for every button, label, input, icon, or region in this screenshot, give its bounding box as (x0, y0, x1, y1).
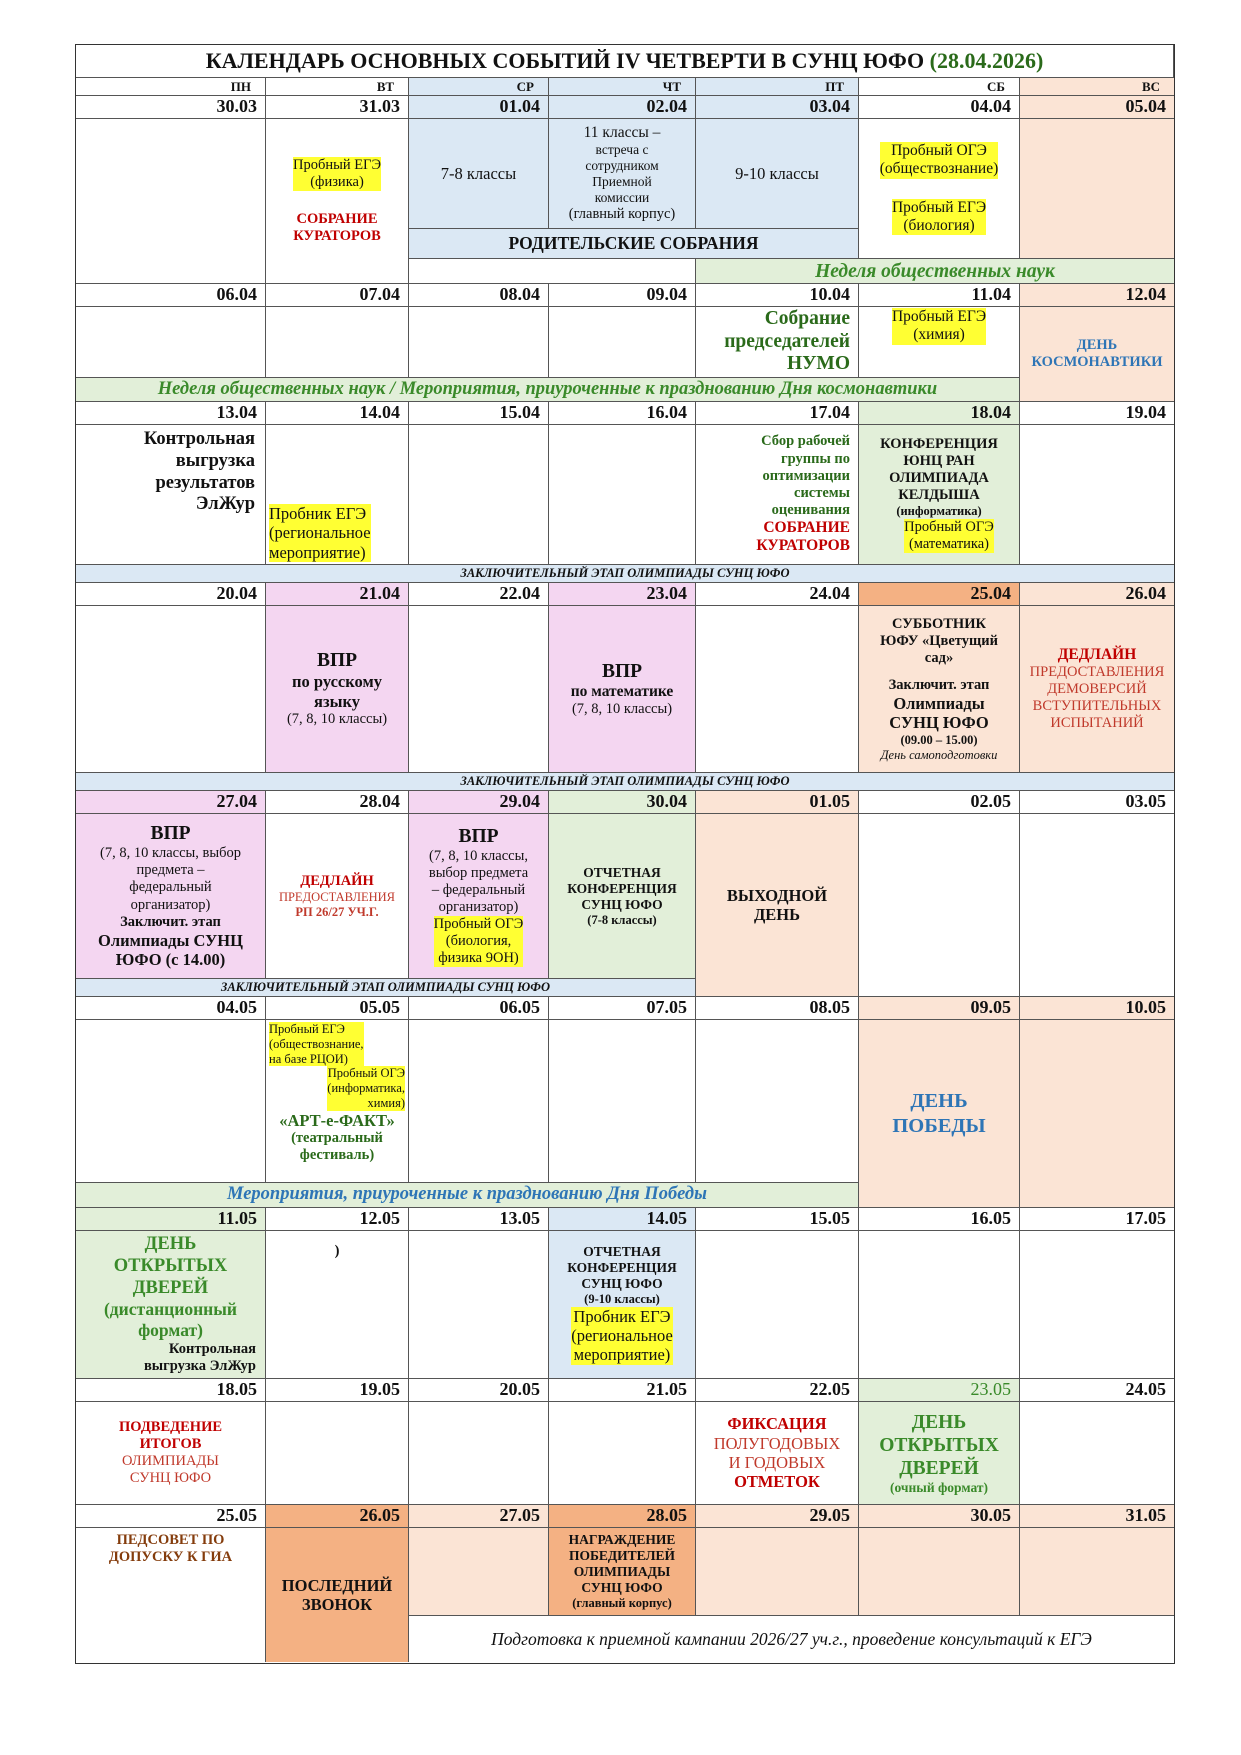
event-cell (409, 606, 549, 773)
event-cell (696, 606, 859, 773)
date-cell: 04.05 (76, 997, 266, 1020)
vpr-russian: ВПР по русскому языку (7, 8, 10 классы) (266, 606, 409, 773)
date-cell: 31.03 (266, 96, 409, 119)
trial-oge-bio-phys: Пробный ОГЭ (биология, физика 9ОН) (433, 916, 524, 967)
vpr-math: ВПР по математике (7, 8, 10 классы) (549, 606, 696, 773)
parents-meetings-band: РОДИТЕЛЬСКИЕ СОБРАНИЯ (409, 229, 859, 259)
event-cell (409, 1528, 549, 1616)
date-cell: 31.05 (1020, 1505, 1174, 1528)
date-cell: 13.04 (76, 402, 266, 425)
date-cell: 24.05 (1020, 1379, 1174, 1402)
date-cell: 13.05 (409, 1208, 549, 1231)
date-cell: 22.05 (696, 1379, 859, 1402)
date-cell: 15.04 (409, 402, 549, 425)
weekday-thu: ЧТ (549, 78, 696, 96)
weekday-sat: СБ (859, 78, 1020, 96)
date-cell: 22.04 (409, 583, 549, 606)
date-cell: 20.05 (409, 1379, 549, 1402)
weekday-fri: ПТ (696, 78, 859, 96)
date-cell: 12.04 (1020, 284, 1174, 307)
event-cell (696, 1528, 859, 1616)
date-cell: 27.05 (409, 1505, 549, 1528)
date-cell: 04.04 (859, 96, 1020, 119)
event-cell: Собрание председателей НУМО (696, 307, 859, 378)
deadline-demo: ДЕДЛАЙН ПРЕДОСТАВЛЕНИЯ ДЕМОВЕРСИЙ ВСТУПИТЕЛЬНЫХ ИСПЫТАНИЙ (1020, 606, 1174, 773)
event-cell (859, 1231, 1020, 1379)
event-cell (409, 307, 549, 378)
vpr-choice-wed: ВПР (7, 8, 10 классы, выбор предмета – федеральный организатор) Пробный ОГЭ (биология, физика 9ОН) (409, 814, 549, 979)
social-week-band: Неделя общественных наук (696, 259, 1174, 284)
event-cell (859, 1528, 1020, 1616)
date-cell: 24.04 (696, 583, 859, 606)
event-cell: Сбор рабочей группы по оптимизации системы оценивания СОБРАНИЕ КУРАТОРОВ (696, 425, 859, 565)
olympiad-results: ПОДВЕДЕНИЕ ИТОГОВ ОЛИМПИАДЫ СУНЦ ЮФО (76, 1402, 266, 1505)
date-cell: 03.05 (1020, 791, 1174, 814)
event-cell (549, 425, 696, 565)
weekday-mon: ПН (76, 78, 266, 96)
art-fact-festival: «АРТ-е-ФАКТ» (театральный фестиваль) (279, 1110, 395, 1164)
event-cell (549, 1020, 696, 1183)
date-cell: 09.04 (549, 284, 696, 307)
date-cell: 10.05 (1020, 997, 1174, 1020)
olympiad-band: ЗАКЛЮЧИТЕЛЬНЫЙ ЭТАП ОЛИМПИАДЫ СУНЦ ЮФО (76, 565, 1174, 583)
date-cell: 02.05 (859, 791, 1020, 814)
date-cell: 11.04 (859, 284, 1020, 307)
title-main: КАЛЕНДАРЬ ОСНОВНЫХ СОБЫТИЙ IV ЧЕТВЕРТИ В СУНЦ ЮФО (205, 48, 925, 74)
date-cell: 20.04 (76, 583, 266, 606)
calendar-title (76, 45, 1174, 78)
date-cell: 11.05 (76, 1208, 266, 1231)
event-cell: 11 классы – встреча с сотрудником Приемной комиссии (главный корпус) (549, 119, 696, 229)
event-cell (409, 1231, 549, 1379)
social-cosmo-band: Неделя общественных наук / Мероприятия, приуроченные к празднованию Дня космонавтики (76, 378, 1020, 402)
event-cell (409, 1020, 549, 1183)
curators-meeting: СОБРАНИЕ КУРАТОРОВ (293, 211, 381, 245)
event-cell (859, 814, 1020, 997)
event-cell: ) (266, 1231, 409, 1379)
date-cell: 19.05 (266, 1379, 409, 1402)
event-cell (76, 119, 266, 284)
date-cell: 28.05 (549, 1505, 696, 1528)
event-cell (549, 307, 696, 378)
victory-band: Мероприятия, приуроченные к празднованию Дня Победы (76, 1183, 859, 1208)
trial-ege-social-rcoi: Пробный ЕГЭ (обществознание, на базе РЦОИ) (269, 1022, 364, 1066)
report-conf-910: ОТЧЕТНАЯ КОНФЕРЕНЦИЯ СУНЦ ЮФО (9-10 классы) Пробник ЕГЭ (региональное мероприятие) (549, 1231, 696, 1379)
weekday-tue: ВТ (266, 78, 409, 96)
event-cell (1020, 1020, 1174, 1208)
date-cell: 17.05 (1020, 1208, 1174, 1231)
olympiad-band: ЗАКЛЮЧИТЕЛЬНЫЙ ЭТАП ОЛИМПИАДЫ СУНЦ ЮФО (76, 773, 1174, 791)
weekday-sun: ВС (1020, 78, 1174, 96)
date-cell: 26.05 (266, 1505, 409, 1528)
event-cell: 9-10 классы (696, 119, 859, 229)
event-cell (549, 1402, 696, 1505)
admission-band: Подготовка к приемной кампании 2026/27 уч.г., проведение консультаций к ЕГЭ (491, 1628, 1092, 1649)
date-cell: 16.04 (549, 402, 696, 425)
date-cell: 08.05 (696, 997, 859, 1020)
subbotnik: СУББОТНИК ЮФУ «Цветущий сад» Заключит. этап Олимпиады СУНЦ ЮФО (09.00 – 15.00) День самоподготовки (859, 606, 1020, 773)
date-cell: 06.04 (76, 284, 266, 307)
date-cell: 17.04 (696, 402, 859, 425)
event-cell (76, 606, 266, 773)
trial-ege-regional: Пробник ЕГЭ (региональное мероприятие) (269, 503, 371, 562)
date-cell: 16.05 (859, 1208, 1020, 1231)
date-cell: 19.04 (1020, 402, 1174, 425)
trial-ege-chemistry: Пробный ЕГЭ (химия) (891, 308, 987, 344)
weekday-wed: СР (409, 78, 549, 96)
open-day-onsite: ДЕНЬ ОТКРЫТЫХ ДВЕРЕЙ (очный формат) (859, 1402, 1020, 1505)
teachers-council: ПЕДСОВЕТ ПО ДОПУСКУ К ГИА (76, 1528, 266, 1662)
event-cell (76, 307, 266, 378)
event-cell (76, 1020, 266, 1183)
event-cell (1020, 1231, 1174, 1379)
event-cell (1020, 1528, 1174, 1616)
last-bell: ПОСЛЕДНИЙ ЗВОНОК (266, 1528, 409, 1662)
date-cell: 27.04 (76, 791, 266, 814)
date-cell: 30.03 (76, 96, 266, 119)
trial-ege-biology: Пробный ЕГЭ (биология) (891, 198, 987, 234)
date-cell: 15.05 (696, 1208, 859, 1231)
date-cell: 30.05 (859, 1505, 1020, 1528)
event-cell (696, 1020, 859, 1183)
event-cell (409, 425, 549, 565)
date-cell: 23.04 (549, 583, 696, 606)
olympiad-band: ЗАКЛЮЧИТЕЛЬНЫЙ ЭТАП ОЛИМПИАДЫ СУНЦ ЮФО (76, 979, 696, 997)
date-cell: 30.04 (549, 791, 696, 814)
grades-fixation: ФИКСАЦИЯ ПОЛУГОДОВЫХ И ГОДОВЫХ ОТМЕТОК (696, 1402, 859, 1505)
vpr-choice: ВПР (7, 8, 10 классы, выбор предмета – федеральный организатор) Заключит. этап Олимпиады СУНЦ ЮФО (с 14.00) (76, 814, 266, 979)
date-cell: 12.05 (266, 1208, 409, 1231)
cosmonautics-day: ДЕНЬ КОСМОНАВТИКИ (1020, 307, 1174, 402)
event-cell (409, 259, 696, 284)
trial-ege-physics: Пробный ЕГЭ (физика) (292, 156, 382, 190)
event-cell (409, 1402, 549, 1505)
event-cell (1020, 119, 1174, 259)
event-cell (266, 425, 409, 565)
date-cell: 06.05 (409, 997, 549, 1020)
date-cell: 07.04 (266, 284, 409, 307)
date-cell: 07.05 (549, 997, 696, 1020)
date-cell: 01.05 (696, 791, 859, 814)
deadline-rp: ДЕДЛАЙН ПРЕДОСТАВЛЕНИЯ РП 26/27 УЧ.Г. (266, 814, 409, 979)
event-cell (266, 1402, 409, 1505)
date-cell: 05.04 (1020, 96, 1174, 119)
trial-oge-social: Пробный ОГЭ (обществознание) (879, 141, 999, 178)
event-cell: Контрольная выгрузка результатов ЭлЖур (76, 425, 266, 565)
date-cell: 23.05 (859, 1379, 1020, 1402)
date-cell: 25.04 (859, 583, 1020, 606)
date-cell: 29.04 (409, 791, 549, 814)
olympiad-awards: НАГРАЖДЕНИЕ ПОБЕДИТЕЛЕЙ ОЛИМПИАДЫ СУНЦ ЮФО (главный корпус) (549, 1528, 696, 1616)
event-cell (1020, 814, 1174, 997)
day-off: ВЫХОДНОЙ ДЕНЬ (696, 814, 859, 997)
date-cell: 02.04 (549, 96, 696, 119)
event-cell (266, 119, 409, 284)
open-day-remote: ДЕНЬ ОТКРЫТЫХ ДВЕРЕЙ (дистанционный формат) Контрольная выгрузка ЭлЖур (76, 1231, 266, 1379)
date-cell: 10.04 (696, 284, 859, 307)
event-cell: 7-8 классы (409, 119, 549, 229)
event-cell (859, 307, 1020, 378)
event-cell (266, 307, 409, 378)
event-cell (1020, 425, 1174, 565)
date-cell: 18.04 (859, 402, 1020, 425)
report-conf-78: ОТЧЕТНАЯ КОНФЕРЕНЦИЯ СУНЦ ЮФО (7-8 классы) (549, 814, 696, 979)
date-cell: 05.05 (266, 997, 409, 1020)
date-cell: 08.04 (409, 284, 549, 307)
victory-day: ДЕНЬ ПОБЕДЫ (859, 1020, 1020, 1208)
may5-events (266, 1020, 409, 1183)
trial-oge-inf-chem: Пробный ОГЭ (информатика, химия) (327, 1066, 405, 1110)
event-cell: КОНФЕРЕНЦИЯ ЮНЦ РАН ОЛИМПИАДА КЕЛДЫША (информатика) Пробный ОГЭ (математика) (859, 425, 1020, 565)
date-cell: 01.04 (409, 96, 549, 119)
calendar-grid (75, 44, 1175, 1664)
date-cell: 03.04 (696, 96, 859, 119)
date-cell: 14.04 (266, 402, 409, 425)
date-cell: 21.04 (266, 583, 409, 606)
date-cell: 26.04 (1020, 583, 1174, 606)
title-date: (28.04.2026) (929, 48, 1044, 74)
date-cell: 14.05 (549, 1208, 696, 1231)
event-cell (1020, 1402, 1174, 1505)
trial-oge-math: Пробный ОГЭ (математика) (904, 518, 994, 553)
trial-ege-regional-may: Пробник ЕГЭ (региональное мероприятие) (571, 1306, 673, 1365)
date-cell: 28.04 (266, 791, 409, 814)
date-cell: 29.05 (696, 1505, 859, 1528)
date-cell: 25.05 (76, 1505, 266, 1528)
date-cell: 09.05 (859, 997, 1020, 1020)
event-cell (859, 119, 1020, 259)
date-cell: 18.05 (76, 1379, 266, 1402)
event-cell (696, 1231, 859, 1379)
date-cell: 21.05 (549, 1379, 696, 1402)
